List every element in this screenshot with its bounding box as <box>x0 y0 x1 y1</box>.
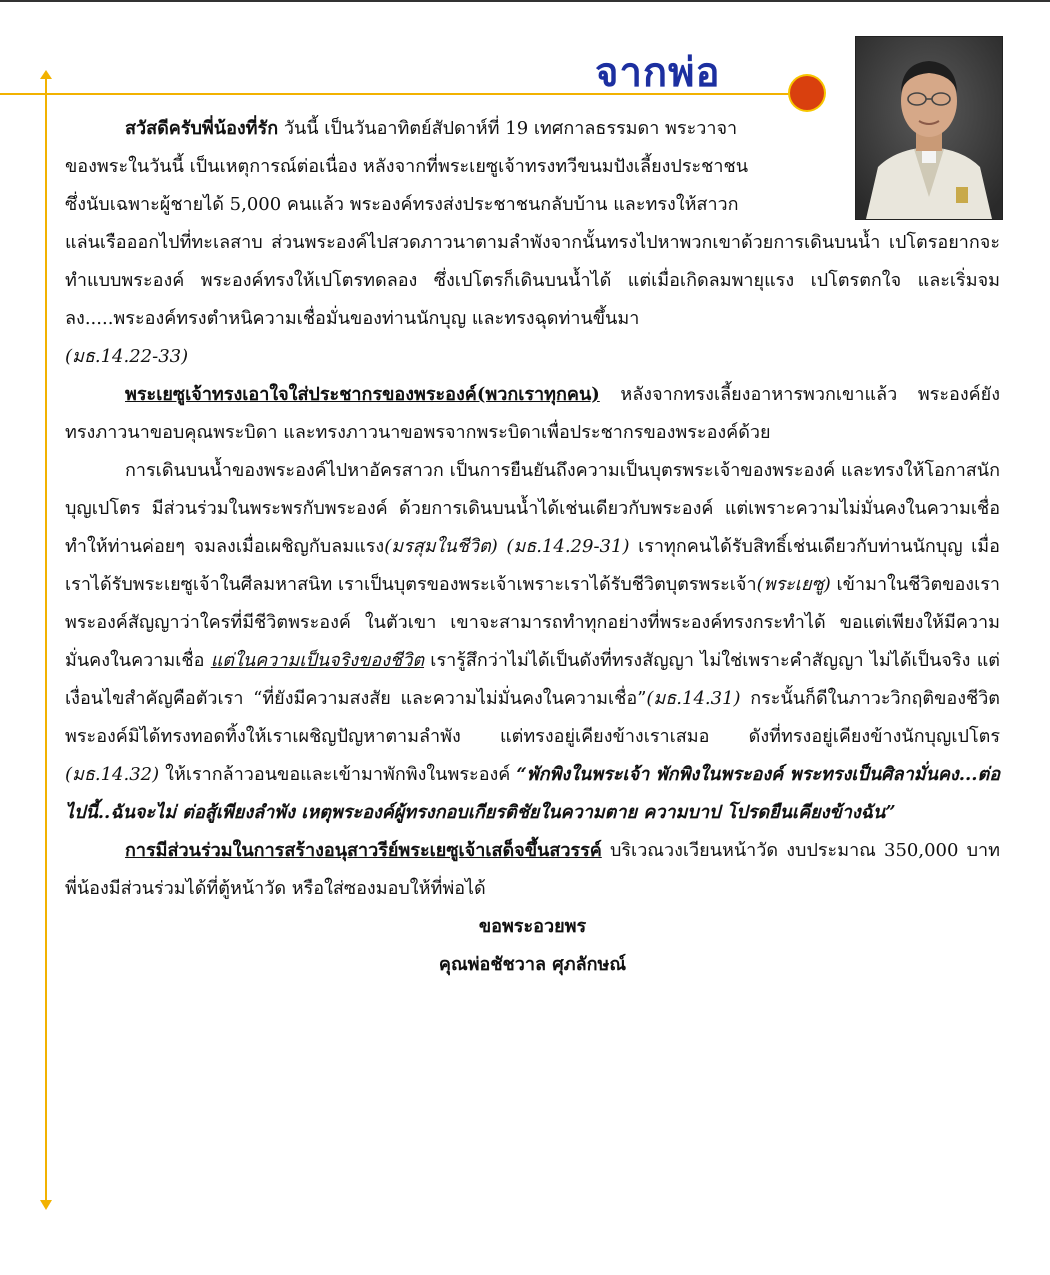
body-text: การเดินบนน้ำของพระองค์ไปหาอัครสาวก เป็นการยืนยันถึงความเป็นบุตรพระเจ้าของพระองค์ และทรงให้โอกาสนักบุญเปโตร มีส่วนร่วมในพระพรกับพระองค์ ด้วยการเดินบนน้ำได้เช่นเดียวกับพระองค์ แต่เพราะความไม่มั่นคงในความเชื่อ ทำให้ท่านค่อยๆ จมลงเมื่อเผชิญกับลมแรง <box>65 460 1000 557</box>
scripture-ref: (มรสุมในชีวิต) (มธ.14.29-31) <box>384 536 630 557</box>
top-rule <box>0 0 1050 2</box>
body-text: เข้ามาในชีวิตของเรา พระองค์สัญญาว่าใครที่มีชีวิตพระองค์ ในตัวเขา เขาจะสามารถทำทุกอย่างที่พระองค์ทรงกระทำได้ ขอแต่เพียงให้มีความมั่นคงในความเชื่อ <box>65 574 1000 671</box>
paragraph-monument <box>65 832 1000 908</box>
emphasis-text: แต่ในความเป็นจริงของชีวิต <box>210 650 425 671</box>
paragraph-intro <box>65 110 840 148</box>
intro-line-1: วันนี้ เป็นวันอาทิตย์สัปดาห์ที่ 19 เทศกาลธรรมดา พระวาจา <box>278 118 738 139</box>
monument-heading: การมีส่วนร่วมในการสร้างอนุสาวรีย์พระเยซูเจ้าเสด็จขึ้นสวรรค์ <box>125 840 602 861</box>
page-title: จากพ่อ <box>595 50 721 96</box>
scripture-ref-1: (มธ.14.22-33) <box>65 346 189 367</box>
letter-body <box>65 110 1000 984</box>
arrow-down-icon <box>40 1200 52 1210</box>
body-text: ให้เรากล้าวอนขอและเข้ามาพักพิงในพระองค์ <box>159 764 517 785</box>
header-accent-dot <box>790 76 824 110</box>
paragraph-walking-on-water <box>65 452 1000 832</box>
care-text: หลังจากทรงเลี้ยงอาหารพวกเขาแล้ว พระองค์ยังทรงภาวนาขอบคุณพระบิดา และทรงภาวนาขอพรจากพระบิดาเพื่อประชากรของพระองค์ด้วย <box>65 384 1000 443</box>
care-heading: พระเยซูเจ้าทรงเอาใจใส่ประชากรของพระองค์(พวกเราทุกคน) <box>125 384 600 405</box>
body-text: กระนั้นก็ดีในภาวะวิกฤติของชีวิต พระองค์มิได้ทรงทอดทิ้งให้เราเผชิญปัญหาตามลำพัง แต่ทรงอยู่เคียงข้างเราเสมอ ดังที่ทรงอยู่เคียงข้างนักบุญเปโตร <box>65 688 1000 747</box>
hymn-quote: “พักพิงในพระเจ้า พักพิงในพระองค์ พระทรงเป็นศิลามั่นคง...ต่อไปนี้..ฉันจะไม่ ต่อสู้เพียงลำพัง เหตุพระองค์ผู้ทรงกอบเกียรติชัยในความตาย ความบาป โปรดยืนเคียงข้างฉัน” <box>65 764 1000 823</box>
intro-line-3: ซึ่งนับเฉพาะผู้ชายได้ 5,000 คนแล้ว พระองค์ทรงส่งประชาชนกลับบ้าน และทรงให้สาวก <box>65 194 739 215</box>
greeting: สวัสดีครับพี่น้องที่รัก <box>125 118 279 139</box>
arrow-up-icon <box>40 70 52 79</box>
body-text: เราทุกคนได้รับสิทธิ์เช่นเดียวกับท่านนักบุญ เมื่อเราได้รับพระเยซูเจ้าในศีลมหาสนิท เราเป็นบุตรของพระเจ้าเพราะเราได้รับชีวิตบุตรพระเจ้า <box>65 536 1000 595</box>
scripture-ref: (มธ.14.31) <box>646 688 741 709</box>
margin-accent-line <box>45 78 47 1203</box>
emphasis-text: (พระเยซู) <box>756 574 831 595</box>
intro-line-2: ของพระในวันนี้ เป็นเหตุการณ์ต่อเนื่อง หลังจากที่พระเยซูเจ้าทรงทวีขนมปังเลี้ยงประชาชน <box>65 156 749 177</box>
body-text: เรารู้สึกว่าไม่ได้เป็นดังที่ทรงสัญญา ไม่ใช่เพราะคำสัญญา ไม่ได้เป็นจริง แต่เงื่อนไขสำคัญคือตัวเรา “ที่ยังมีความสงสัย และความไม่มั่นคงในความเชื่อ” <box>65 650 1001 709</box>
blessing: ขอพระอวยพร <box>478 916 587 937</box>
intro-rest: แล่นเรือออกไปที่ทะเลสาบ ส่วนพระองค์ไปสวดภาวนาตามลำพังจากนั้นทรงไปหาพวกเขาด้วยการเดินบนน้ำ เปโตรอยากจะทำแบบพระองค์ พระองค์ทรงให้เปโตรทดลอง ซึ่งเปโตรก็เดินบนน้ำได้ แต่เมื่อเกิดลมพายุแรง เปโตรตกใจ และเริ่มจมลง.....พระองค์ทรงตำหนิความเชื่อมั่นของท่านนักบุญ และทรงฉุดท่านขึ้นมา <box>65 232 1000 329</box>
scripture-ref: (มธ.14.32) <box>65 764 160 785</box>
monument-text: บริเวณวงเวียนหน้าวัด งบประมาณ 350,000 บาท พี่น้องมีส่วนร่วมได้ที่ตู้หน้าวัด หรือใส่ซองมอบให้ที่พ่อได้ <box>65 840 1000 899</box>
signature-name: คุณพ่อชัชวาล ศุภลักษณ์ <box>438 954 627 975</box>
paragraph-care <box>65 376 1000 452</box>
